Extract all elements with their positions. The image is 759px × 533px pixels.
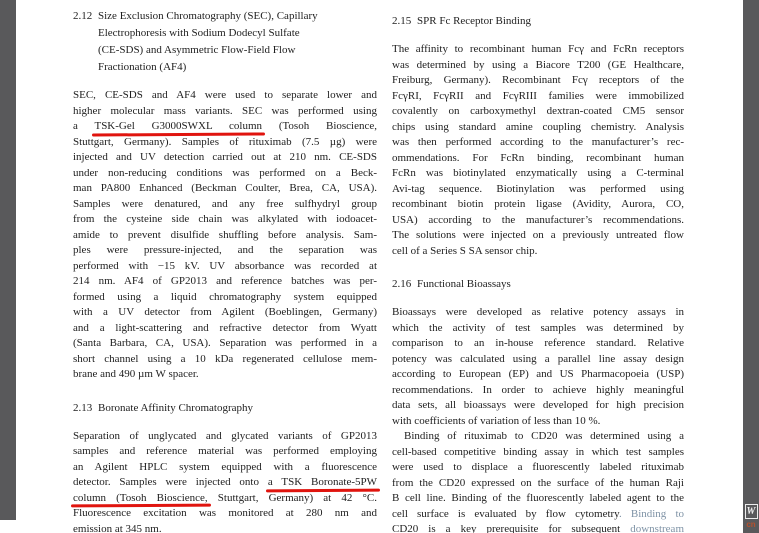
text-line	[73, 166, 377, 182]
text-segment: and a light-scattering and refractive detector from Wyatt	[73, 321, 377, 334]
text-segment: detector. Samples were injected onto	[73, 476, 268, 488]
section-title-line: Fractionation (AF4)	[98, 61, 187, 73]
text-line	[73, 321, 377, 337]
faded-text: downstream	[630, 523, 684, 533]
section-number: 2.12	[73, 10, 93, 22]
text-segment: data sets, all bioassays were developed for high precision	[392, 399, 684, 411]
paragraph	[73, 88, 377, 383]
text-segment: FcγRI, FcγRII and FcγRIII families were immobilized	[392, 89, 684, 102]
text-line	[73, 367, 377, 383]
watermark	[743, 504, 759, 529]
section-number: 2.13	[73, 401, 93, 414]
text-segment: samples and reference material was performed employing	[73, 445, 377, 457]
text-segment: an Agilent HPLC system equipped with a fluorescence	[73, 460, 377, 473]
text-segment: cell surface is evaluated by flow cytometry	[392, 507, 619, 520]
text-line	[73, 475, 377, 491]
text-segment: comparison to an in-house reference standard. Relative	[392, 337, 684, 349]
section-2.16	[392, 276, 684, 533]
text-line	[392, 429, 684, 445]
text-line	[392, 244, 684, 260]
section-heading	[73, 400, 377, 417]
section-heading	[392, 276, 684, 293]
section-title	[98, 400, 377, 417]
text-line	[73, 460, 377, 476]
text-line	[73, 150, 377, 166]
text-line	[73, 135, 377, 151]
text-line	[392, 135, 684, 151]
watermark-letter: W	[746, 506, 756, 517]
text-line	[73, 336, 377, 352]
text-line	[392, 507, 684, 523]
section-title	[98, 8, 377, 76]
text-line	[392, 352, 684, 368]
text-segment: from the CD20 expressed on the surface of the human Raji	[392, 476, 684, 489]
watermark-caption: cn	[746, 520, 756, 529]
text-line	[73, 290, 377, 306]
text-line	[392, 398, 684, 414]
text-line	[73, 491, 377, 507]
section-title-line: Electrophoresis with Sodium Dodecyl Sulfate	[98, 27, 300, 39]
text-segment: brane and 490 µm W spacer.	[73, 368, 199, 380]
paragraph	[392, 42, 684, 259]
section-2.12	[73, 8, 377, 383]
section-title-line: Boronate Affinity Chromatography	[98, 401, 253, 414]
faded-text: . Binding to	[618, 507, 684, 520]
section-2.15	[392, 13, 684, 259]
text-segment: Stuttgart, Germany) at 42 °C.	[207, 491, 377, 504]
text-line	[392, 414, 684, 430]
text-line	[73, 305, 377, 321]
text-line	[73, 259, 377, 275]
text-segment: short channel using a 10 kDa regenerated cellulose mem-	[73, 352, 377, 365]
text-line	[392, 321, 684, 337]
text-segment: The affinity to recombinant human Fcγ and FcRn receptors	[392, 43, 684, 55]
text-line	[392, 89, 684, 105]
text-line	[392, 305, 684, 321]
text-line	[73, 88, 377, 104]
text-line	[73, 243, 377, 259]
text-line	[73, 197, 377, 213]
text-segment: B cell line. Binding of the fluorescently labeled agent to the	[392, 492, 684, 504]
text-segment: was determined by using a Biacore T200 (GE Healthcare,	[392, 58, 684, 71]
section-title	[417, 13, 684, 30]
right-edge-bar	[743, 0, 759, 533]
section-number: 2.15	[392, 15, 412, 27]
text-segment: with a UV detector from Agilent (Boeblingen, Germany)	[73, 306, 377, 318]
text-segment: cell of a Series S SA sensor chip.	[392, 244, 538, 257]
text-segment: a	[73, 120, 95, 132]
text-line	[73, 352, 377, 368]
red-underlined-text: column (Tosoh Bioscience,	[73, 491, 208, 504]
text-line	[73, 228, 377, 244]
text-segment: USA) according to the manufacturer’s recommendations.	[392, 213, 684, 226]
text-line	[73, 181, 377, 197]
text-line	[73, 274, 377, 290]
text-line	[392, 104, 684, 120]
text-segment: under non-reducing conditions was performed on a Beck-	[73, 166, 377, 179]
text-segment: amide to prevent disulfide shuffling before analysis. Sam-	[73, 228, 377, 241]
text-segment: The solutions were injected on a previously untreated flow	[392, 229, 684, 241]
text-line	[73, 119, 377, 135]
text-segment: Avi-tag sequence. Biotinylation was performed using	[392, 182, 684, 195]
text-line	[392, 120, 684, 136]
text-line	[392, 445, 684, 461]
text-segment: (Santa Barbara, CA, USA). Separation was performed in a	[73, 337, 377, 349]
text-line	[73, 104, 377, 120]
text-line	[392, 336, 684, 352]
section-title-line: SPR Fc Receptor Binding	[417, 15, 531, 27]
text-line	[73, 506, 377, 522]
text-segment: recombinant biotin protein ligase (Avidity, Aurora, CO,	[392, 198, 684, 210]
text-line	[392, 73, 684, 89]
text-line	[392, 42, 684, 58]
text-line	[392, 522, 684, 533]
text-segment: which the activity of test samples was determined by	[392, 321, 684, 334]
left-column	[73, 0, 377, 533]
text-segment: Freiburg, Germany). Recombinant Fcγ receptors of the	[392, 74, 684, 86]
text-segment: recommendations. In order to achieve highly meaningful	[392, 383, 684, 396]
text-line	[392, 383, 684, 399]
text-line	[392, 476, 684, 492]
text-line	[392, 228, 684, 244]
section-title	[417, 276, 684, 293]
text-segment: formed using a liquid chromatography system equipped	[73, 290, 377, 303]
section-heading	[392, 13, 684, 30]
paragraph	[392, 429, 684, 533]
red-underlined-text: TSK-Gel G3000SWXL column	[94, 120, 263, 132]
text-segment: from the cysteine side chain was alkylated with iodoacet-	[73, 213, 377, 225]
section-heading	[73, 8, 377, 76]
right-column	[392, 0, 684, 533]
text-segment: Binding of rituximab to CD20 was determined using a	[404, 430, 684, 442]
text-segment: FcRn was biotinylated enzymatically using a C-terminal	[392, 167, 684, 179]
text-segment: 214 nm. AF4 of GP2013 and reference batches was per-	[73, 275, 377, 287]
text-segment: chips using standard amine coupling chemistry. Analysis	[392, 120, 684, 133]
red-underlined-text: a TSK Boronate-5PW	[267, 476, 377, 488]
text-line	[392, 58, 684, 74]
text-line	[392, 491, 684, 507]
text-segment: was then performed according to the manufacturer’s rec-	[392, 136, 684, 148]
text-segment: (Tosoh Bioscience,	[262, 120, 378, 132]
text-segment: man PA800 Enhanced (Beckman Coulter, Brea, CA, USA).	[73, 182, 377, 194]
text-segment: cell-based competitive binding assay in which test samples	[392, 445, 684, 458]
text-segment: potency was calculated using a parallel line assay design	[392, 352, 684, 365]
text-line	[73, 212, 377, 228]
text-line	[73, 522, 377, 533]
text-line	[392, 182, 684, 198]
text-segment: ommendations. For FcRn binding, recombinant human	[392, 151, 684, 164]
section-title-line: Functional Bioassays	[417, 278, 511, 290]
text-segment: emission at 345 nm.	[73, 522, 162, 533]
text-line	[392, 166, 684, 182]
left-edge-bar	[0, 0, 16, 520]
text-line	[392, 197, 684, 213]
section-2.13	[73, 400, 377, 533]
text-segment: CD20 is a key prerequisite for subsequent	[392, 523, 631, 533]
text-segment: Samples were denatured, and any free sulfhydryl group	[73, 197, 377, 210]
section-title-line: Size Exclusion Chromatography (SEC), Capillary	[98, 10, 318, 22]
text-line	[392, 213, 684, 229]
text-segment: covalently on carboxymethyl dextran-coated CM5 sensor	[392, 105, 684, 117]
text-segment: performed with −15 kV. UV absorbance was recorded at	[73, 259, 377, 272]
text-segment: Separation of unglycated and glycated variants of GP2013	[73, 429, 377, 442]
text-segment: Bioassays were developed as relative potency assays in	[392, 306, 684, 318]
text-line	[73, 429, 377, 445]
text-segment: injected and UV detection carried out at 210 nm. CE-SDS	[73, 151, 377, 163]
text-segment: according to European (EP) and US Pharmacopoeia (USP)	[392, 368, 684, 380]
section-number: 2.16	[392, 278, 412, 290]
text-segment: ples were pressure-injected, and the separation was	[73, 244, 377, 256]
paragraph	[73, 429, 377, 533]
text-line	[392, 151, 684, 167]
text-line	[392, 460, 684, 476]
text-segment: with coefficients of variation of less than 10 %.	[392, 414, 601, 427]
text-line	[392, 367, 684, 383]
section-title-line: (CE-SDS) and Asymmetric Flow-Field Flow	[98, 44, 296, 56]
text-segment: SEC, CE-SDS and AF4 were used to separate lower and	[73, 89, 377, 101]
text-segment: Stuttgart, Germany). Samples of rituximab (7.5 µg) were	[73, 135, 377, 148]
text-segment: higher molecular mass variants. SEC was performed using	[73, 104, 377, 117]
text-line	[73, 444, 377, 460]
paragraph	[392, 305, 684, 429]
text-segment: were used to displace a fluorescently labeled rituximab	[392, 461, 684, 473]
watermark-w-icon	[745, 504, 758, 519]
text-segment: Fluorescence excitation was monitored at 280 nm and	[73, 507, 377, 519]
